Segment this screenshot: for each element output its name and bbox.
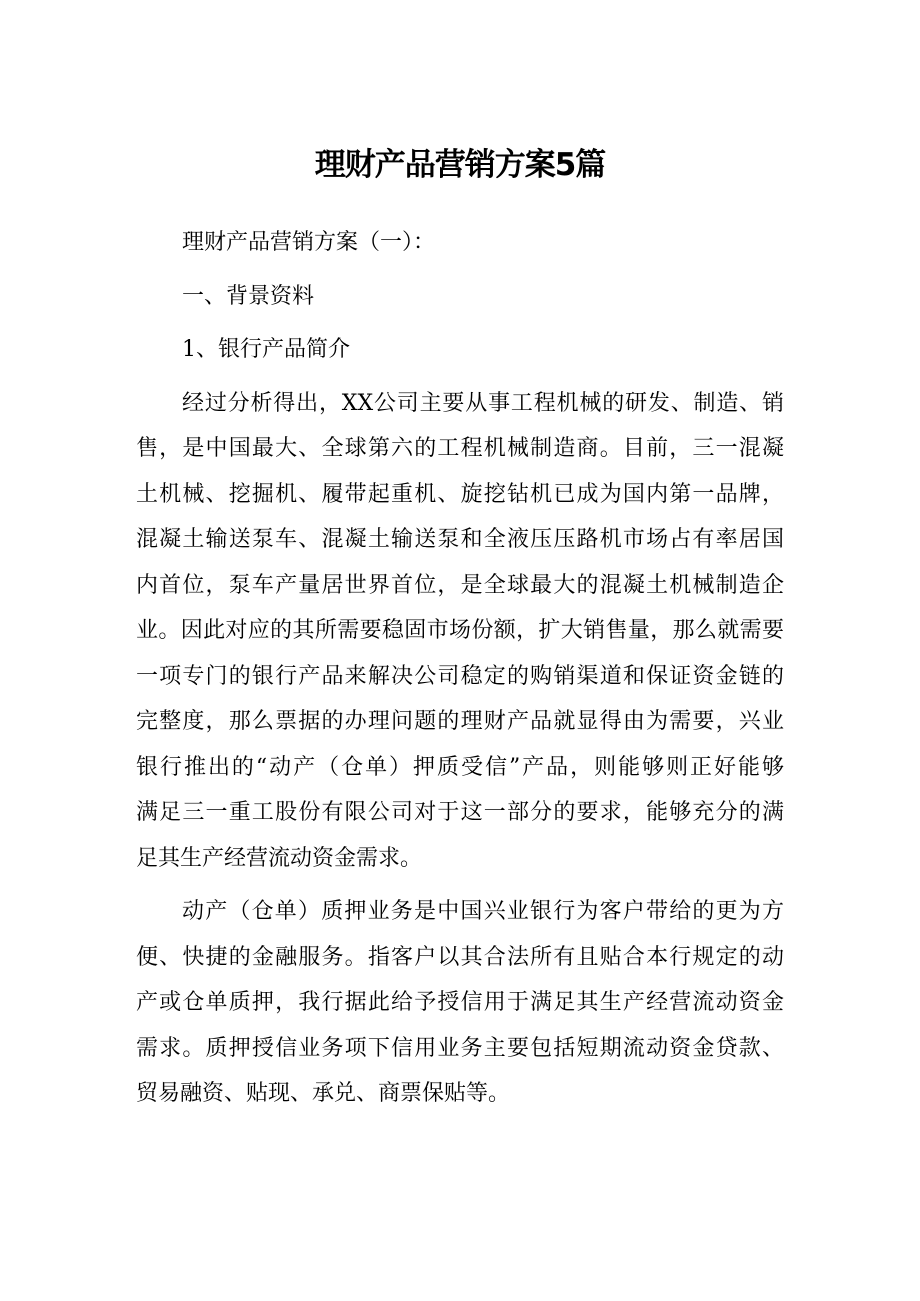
paragraph-line: 完整度，那么票据的办理问题的理财产品就显得由为需要，兴业: [136, 709, 784, 734]
paragraph-line: 售，是中国最大、全球第六的工程机械制造商。目前，三一混凝: [136, 436, 784, 461]
document-title: 理财产品营销方案5篇: [314, 147, 606, 183]
paragraph-line: 土机械、挖掘机、履带起重机、旋挖钻机已成为国内第一品牌，: [136, 481, 784, 507]
paragraph-line: 便、快捷的金融服务。指客户以其合法所有且贴合本行规定的动: [136, 944, 784, 970]
paragraph-line: 满足三一重工股份有限公司对于这一部分的要求，能够充分的满: [136, 800, 784, 825]
paragraph-line: 产或仓单质押，我行据此给予授信用于满足其生产经营流动资金: [136, 990, 784, 1015]
paragraph-line: 经过分析得出，XX公司主要从事工程机械的研发、制造、销: [182, 390, 784, 416]
paragraph-line: 贸易融资、贴现、承兑、商票保贴等。: [136, 1081, 511, 1106]
document-body: [136, 220, 784, 1117]
paragraph-line: 业。因此对应的其所需要稳固市场份额，扩大销售量，那么就需要: [136, 618, 784, 643]
section-title: 理财产品营销方案（一）：: [182, 230, 436, 255]
paragraph-company-overview: [136, 381, 784, 882]
heading-background: 一、背景资料: [182, 283, 315, 309]
paragraph-line: 内首位，泵车产量居世界首位，是全球最大的混凝土机械制造企: [136, 572, 784, 598]
paragraph-line: 银行推出的“动产（仓单）押质受信”产品，则能够则正好能够: [136, 754, 784, 780]
paragraph-line: 一项专门的银行产品来解决公司稳定的购销渠道和保证资金链的: [136, 663, 784, 689]
paragraph-line: 需求。质押授信业务项下信用业务主要包括短期流动资金贷款、: [136, 1035, 784, 1061]
paragraph-pledge-business: [136, 889, 784, 1117]
paragraph-line: 混凝土输送泵车、混凝土输送泵和全液压压路机市场占有率居国: [136, 527, 784, 552]
heading-product-intro: 1、银行产品简介: [182, 337, 350, 362]
paragraph-line: 动产（仓单）质押业务是中国兴业银行为客户带给的更为方: [182, 899, 784, 924]
paragraph-line: 足其生产经营流动资金需求。: [136, 845, 423, 871]
